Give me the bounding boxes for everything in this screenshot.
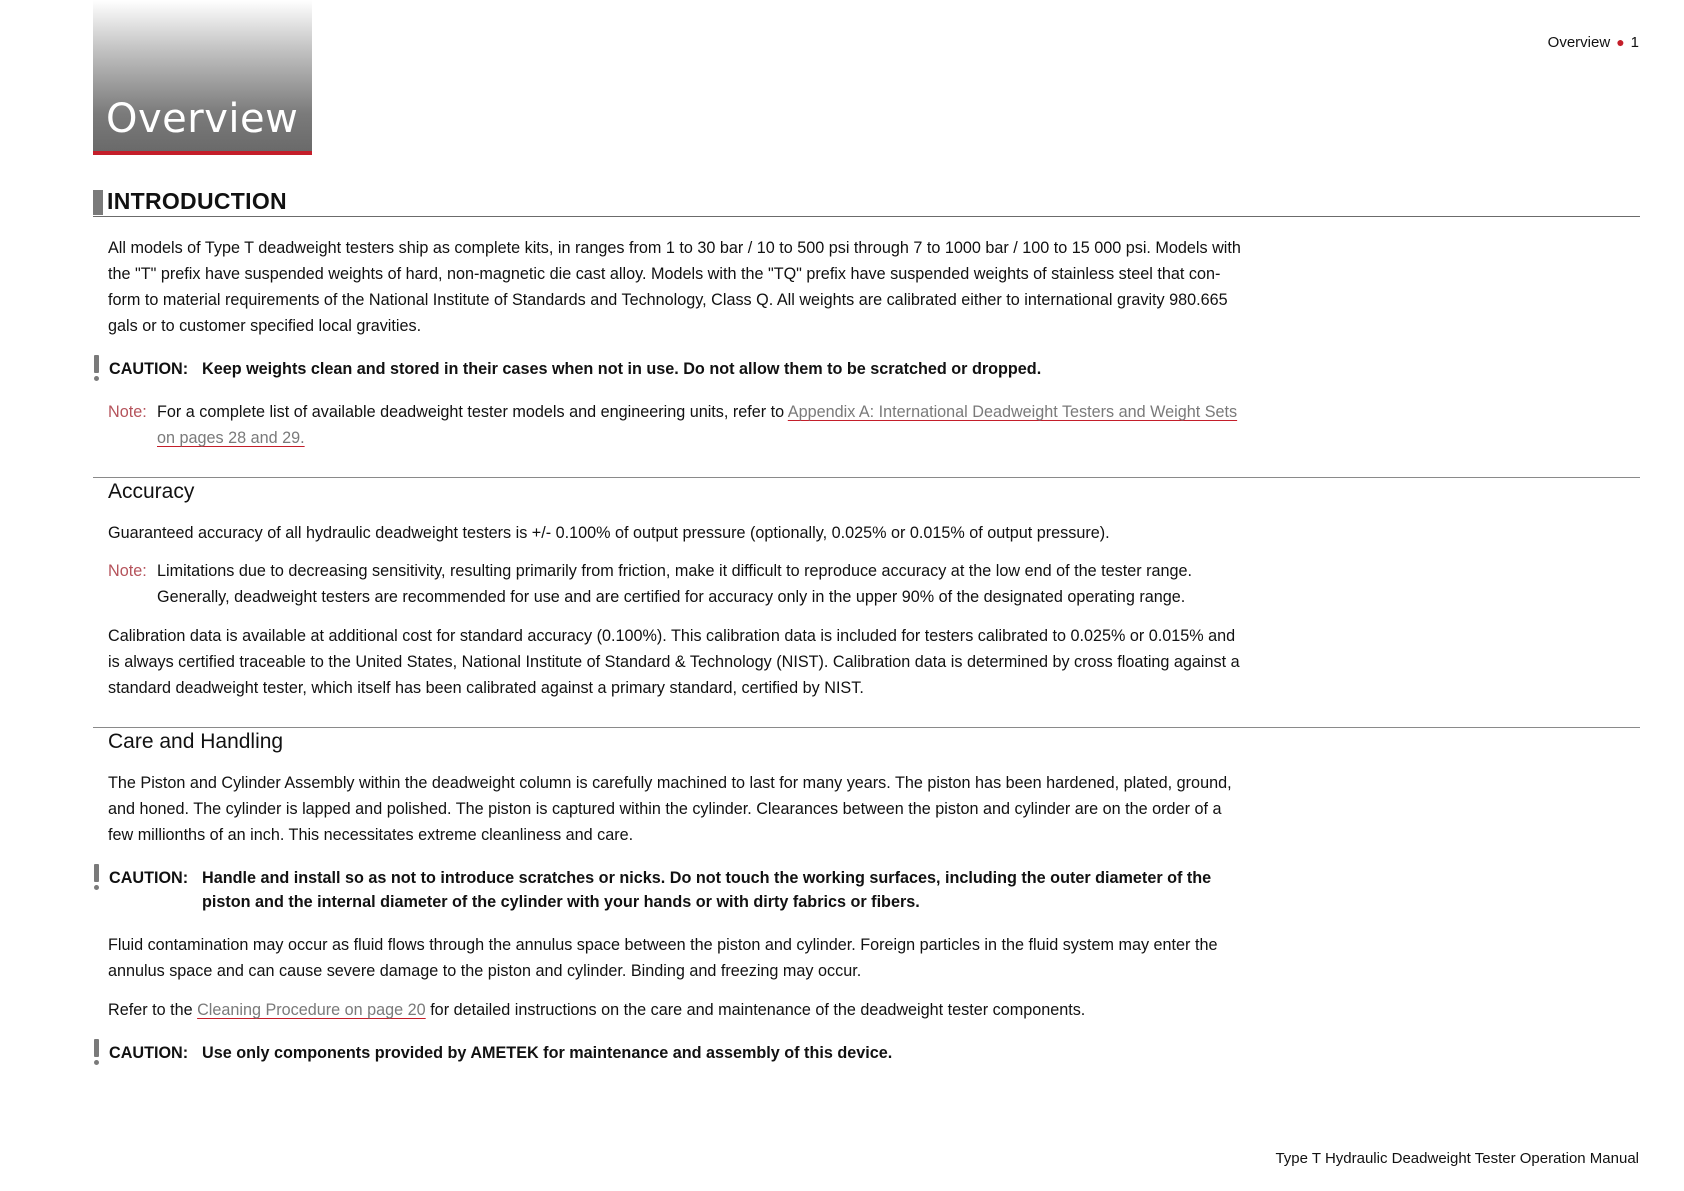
refer-prefix: Refer to the bbox=[108, 1001, 193, 1019]
refer-paragraph bbox=[108, 997, 1248, 1023]
note-text bbox=[157, 399, 1257, 451]
section-title: INTRODUCTION bbox=[107, 188, 287, 214]
section-divider bbox=[93, 727, 1640, 728]
note-label: Note: bbox=[108, 562, 147, 580]
running-title: Overview bbox=[1547, 34, 1611, 51]
caution-text: Keep weights clean and stored in their cases when not in use. Do not allow them to be scratched or dropped. bbox=[202, 360, 1042, 378]
section-marker bbox=[93, 190, 103, 215]
caution-label: CAUTION: bbox=[109, 869, 189, 887]
note-text: Limitations due to decreasing sensitivity, resulting primarily from friction, make it difficult to reproduce accuracy at the low end of the tester range. Generally, deadweight testers are recommended for use and are certified for accuracy only in the upper 90% of the designated operating range. bbox=[157, 562, 1192, 606]
intro-paragraph: All models of Type T deadweight testers ship as complete kits, in ranges from 1 to 30 bar / 10 to 500 psi through 7 to 1000 bar / 100 to 15 000 psi. Models with the "T" prefix have suspended weights of hard, non-magnetic die cast alloy. Models with the "TQ" prefix have suspended weights of stainless steel that con-form to material requirements of the National Institute of Standards and Technology, Class Q. All weights are calibrated either to international gravity 980.665 gals or to customer specified local gravities. bbox=[108, 239, 1241, 335]
caution-text: Use only components provided by AMETEK for maintenance and assembly of this device. bbox=[202, 1044, 893, 1062]
appendix-link[interactable]: Appendix A: International Deadweight Testers and Weight Sets on pages 28 and 29. bbox=[157, 403, 1238, 447]
note-body: For a complete list of available deadweight tester models and engineering units, refer to bbox=[157, 403, 785, 421]
chapter-tab bbox=[93, 0, 312, 155]
page-footer: Type T Hydraulic Deadweight Tester Operation Manual bbox=[1275, 1150, 1639, 1167]
caution-label: CAUTION: bbox=[109, 360, 189, 378]
bullet-icon: ● bbox=[1616, 34, 1625, 50]
section-header-introduction bbox=[93, 188, 1640, 217]
page-number: 1 bbox=[1630, 34, 1639, 51]
caution-text: Handle and install so as not to introduce scratches or nicks. Do not touch the working surfaces, including the outer diameter of the piston and the internal diameter of the cylinder with your hands or with dirty fabrics or fibers. bbox=[202, 869, 1212, 911]
caution-label: CAUTION: bbox=[109, 1044, 189, 1062]
calibration-paragraph: Calibration data is available at additional cost for standard accuracy (0.100%). This calibration data is included for testers calibrated to 0.025% or 0.015% and is always certified traceable to the United States, National Institute of Standard & Technology (NIST). Calibration data is determined by cross floating against a standard deadweight tester, which itself has been calibrated against a primary standard, certified by NIST. bbox=[108, 627, 1240, 697]
accuracy-paragraph: Guaranteed accuracy of all hydraulic deadweight testers is +/- 0.100% of output pressure (optionally, 0.025% or 0.015% of output pressure). bbox=[108, 524, 1110, 542]
note-label: Note: bbox=[108, 403, 147, 421]
cleaning-procedure-link[interactable]: Cleaning Procedure on page 20 bbox=[197, 1001, 426, 1019]
exclamation-icon bbox=[93, 355, 100, 382]
exclamation-icon bbox=[93, 1039, 100, 1066]
section-divider bbox=[93, 477, 1640, 478]
contamination-paragraph: Fluid contamination may occur as fluid flows through the annulus space between the piston and cylinder. Foreign particles in the fluid system may enter the annulus space and can cause severe damage to the piston and cylinder. Binding and freezing may occur. bbox=[108, 936, 1218, 980]
subsection-title-accuracy: Accuracy bbox=[108, 480, 195, 503]
care-paragraph: The Piston and Cylinder Assembly within the deadweight column is carefully machined to last for many years. The piston has been hardened, plated, ground, and honed. The cylinder is lapped and polished. The piston is captured within the cylinder. Clearances between the piston and cylinder are on the order of a few millionths of an inch. This necessitates extreme cleanliness and care. bbox=[108, 774, 1232, 844]
running-head bbox=[1548, 34, 1639, 51]
subsection-title-care: Care and Handling bbox=[108, 730, 284, 753]
refer-suffix: for detailed instructions on the care and maintenance of the deadweight tester components. bbox=[430, 1001, 1086, 1019]
exclamation-icon bbox=[93, 864, 100, 891]
chapter-title: Overview bbox=[106, 96, 299, 142]
